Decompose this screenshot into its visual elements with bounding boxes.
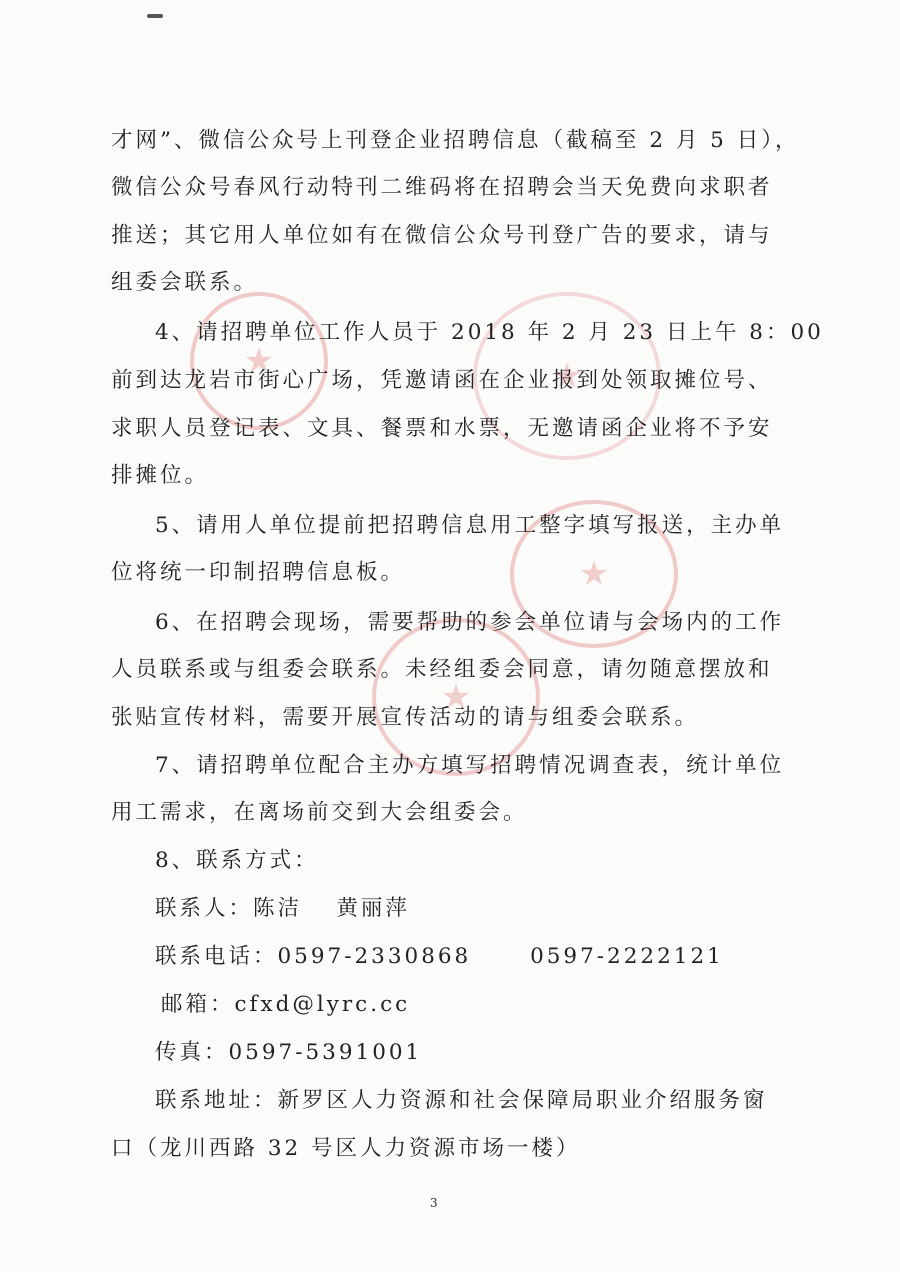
page-number: 3 <box>430 1196 438 1210</box>
text-line: 前到达龙岩市街心广场，凭邀请函在企业报到处领取摊位号、 <box>111 368 773 393</box>
text-line: 人员联系或与组委会联系。未经组委会同意，请勿随意摆放和 <box>111 657 773 682</box>
official-seal-1 <box>190 292 328 430</box>
text-line: 传真：0597-5391001 <box>155 1040 423 1065</box>
text-line: 邮箱：cfxd@lyrc.cc <box>161 992 411 1017</box>
text-line: 联系地址：新罗区人力资源和社会保障局职业介绍服务窗 <box>155 1088 768 1113</box>
text-line: 联系人：陈洁 黄丽萍 <box>155 896 410 921</box>
text-line: 排摊位。 <box>111 463 210 488</box>
text-line: 7、请招聘单位配合主办方填写招聘情况调查表，统计单位 <box>155 753 785 778</box>
text-line: 推送；其它用人单位如有在微信公众号刊登广告的要求，请与 <box>111 223 773 248</box>
text-line: 位将统一印制招聘信息板。 <box>111 560 406 585</box>
text-line: 张贴宣传材料，需要开展宣传活动的请与组委会联系。 <box>111 705 700 730</box>
text-line: 8、联系方式： <box>155 848 319 873</box>
text-line: 求职人员登记表、文具、餐票和水票，无邀请函企业将不予安 <box>111 416 773 441</box>
text-line: 微信公众号春风行动特刊二维码将在招聘会当天免费向求职者 <box>111 175 773 200</box>
text-line: 联系电话：0597-2330868 0597-2222121 <box>155 944 724 969</box>
text-line: 组委会联系。 <box>111 270 259 295</box>
text-line: 4、请招聘单位工作人员于 2018 年 2 月 23 日上午 8：00 <box>155 320 824 345</box>
text-line: 5、请用人单位提前把招聘信息用工整字填写报送，主办单 <box>155 513 785 538</box>
text-line: 才网”、微信公众号上刊登企业招聘信息（截稿至 2 月 5 日）， <box>111 128 800 153</box>
text-line: 口（龙川西路 32 号区人力资源市场一楼） <box>111 1136 581 1161</box>
scan-mark <box>147 14 163 18</box>
text-line: 用工需求，在离场前交到大会组委会。 <box>111 800 528 825</box>
text-line: 6、在招聘会现场，需要帮助的参会单位请与会场内的工作 <box>155 610 785 635</box>
